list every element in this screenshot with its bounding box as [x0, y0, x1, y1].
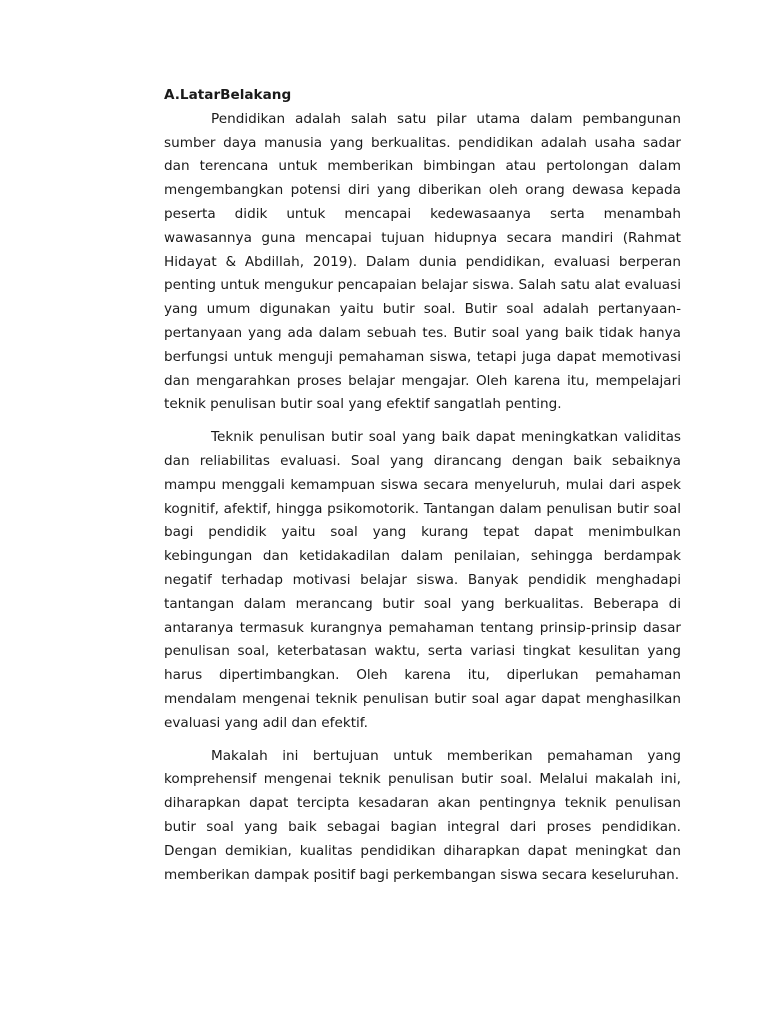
document-body [164, 84, 681, 896]
section-heading: A.LatarBelakang [164, 87, 292, 103]
paragraph-1: Pendidikan adalah salah satu pilar utama dalam pembangunan sumber daya manusia yang berkualitas. pendidikan adalah usaha sadar dan terencana untuk memberikan bimbingan atau pertolongan dalam mengembangkan potensi diri yang diberikan oleh orang dewasa kepada peserta didik untuk mencapai kedewasaanya serta menambah wawasannya guna mencapai tujuan hidupnya secara mandiri (Rahmat Hidayat & Abdillah, 2019). Dalam dunia pendidikan, evaluasi berperan penting untuk mengukur pencapaian belajar siswa. Salah satu alat evaluasi yang umum digunakan yaitu butir soal. Butir soal adalah pertanyaan-pertanyaan yang ada dalam sebuah tes. Butir soal yang baik tidak hanya berfungsi untuk menguji pemahaman siswa, tetapi juga dapat memotivasi dan mengarahkan proses belajar mengajar. Oleh karena itu, mempelajari teknik penulisan butir soal yang efektif sangatlah penting. [164, 110, 681, 413]
paragraph-3: Makalah ini bertujuan untuk memberikan pemahaman yang komprehensif mengenai teknik penulisan butir soal. Melalui makalah ini, diharapkan dapat tercipta kesadaran akan pentingnya teknik penulisan butir soal yang baik sebagai bagian integral dari proses pendidikan. Dengan demikian, kualitas pendidikan diharapkan dapat meningkat dan memberikan dampak positif bagi perkembangan siswa secara keseluruhan. [164, 747, 681, 883]
paragraph-2: Teknik penulisan butir soal yang baik dapat meningkatkan validitas dan reliabilitas evaluasi. Soal yang dirancang dengan baik sebaiknya mampu menggali kemampuan siswa secara menyeluruh, mulai dari aspek kognitif, afektif, hingga psikomotorik. Tantangan dalam penulisan butir soal bagi pendidik yaitu soal yang kurang tepat dapat menimbulkan kebingungan dan ketidakadilan dalam penilaian, sehingga berdampak negatif terhadap motivasi belajar siswa. Banyak pendidik menghadapi tantangan dalam merancang butir soal yang berkualitas. Beberapa di antaranya termasuk kurangnya pemahaman tentang prinsip-prinsip dasar penulisan soal, keterbatasan waktu, serta variasi tingkat kesulitan yang harus dipertimbangkan. Oleh karena itu, diperlukan pemahaman mendalam mengenai teknik penulisan butir soal agar dapat menghasilkan evaluasi yang adil dan efektif. [164, 429, 681, 731]
